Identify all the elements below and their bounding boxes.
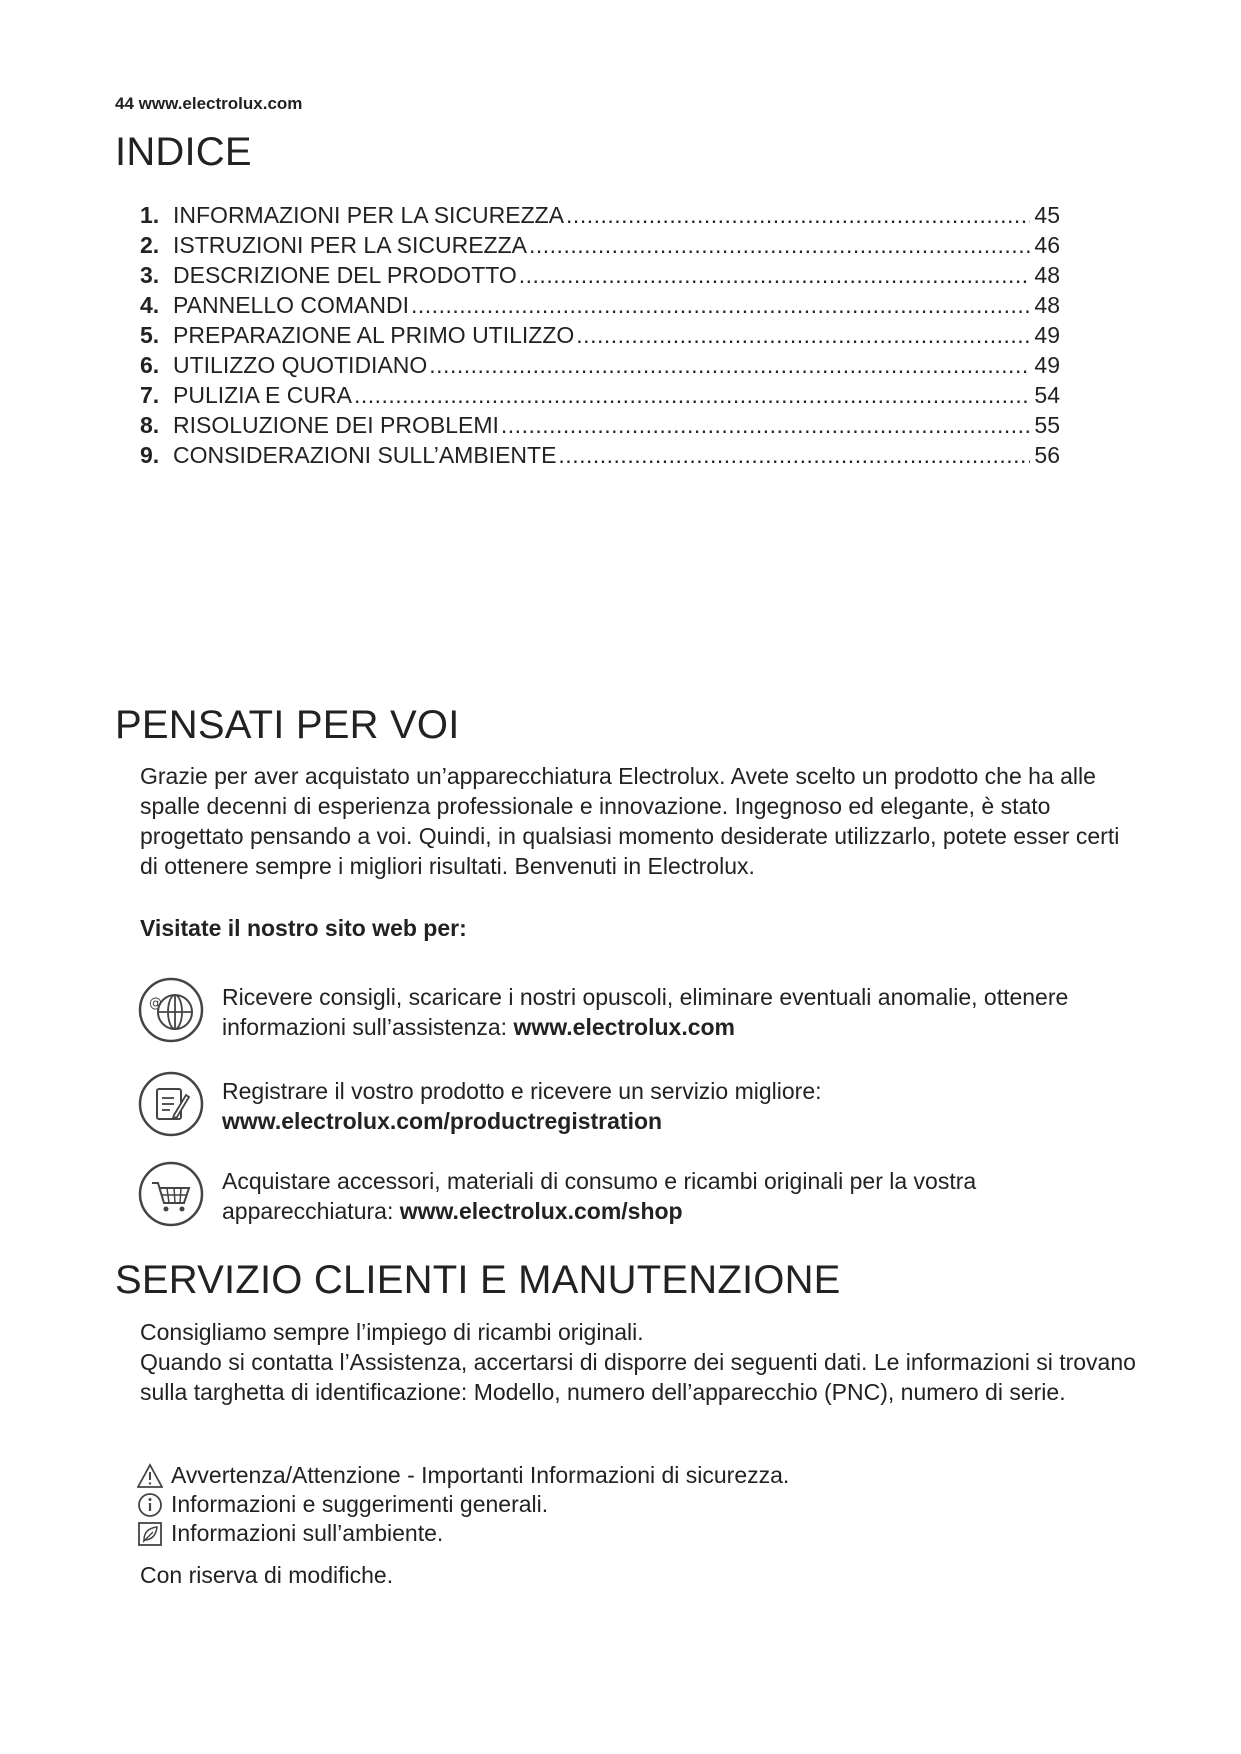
shop-link[interactable]: www.electrolux.com/shop	[399, 1198, 683, 1224]
electrolux-link[interactable]: www.electrolux.com	[513, 1014, 735, 1040]
toc-leader-dots	[411, 292, 1030, 319]
header-site: www.electrolux.com	[138, 94, 303, 113]
shop-link-text	[222, 1166, 1148, 1227]
table-of-contents	[140, 202, 1060, 472]
globe-icon	[138, 977, 204, 1043]
toc-leader-dots	[566, 202, 1030, 229]
legend-text: Informazioni sull’ambiente.	[171, 1520, 444, 1546]
legend-text: Informazioni e suggerimenti generali.	[171, 1491, 549, 1517]
toc-item-page: 49	[1034, 322, 1060, 348]
toc-leader-dots	[354, 382, 1030, 409]
toc-item-page: 56	[1034, 442, 1060, 468]
toc-item-number: 6.	[140, 352, 160, 378]
toc-item[interactable]	[140, 412, 1060, 442]
toc-item-number: 9.	[140, 442, 160, 468]
info-icon	[137, 1492, 163, 1518]
toc-item-number: 8.	[140, 412, 160, 438]
service-line-1: Consigliamo sempre l’impiego di ricambi originali.	[140, 1319, 644, 1345]
toc-item-number: 1.	[140, 202, 160, 228]
page-header	[115, 94, 302, 114]
toc-item-page: 48	[1034, 262, 1060, 288]
toc-leader-dots	[519, 262, 1030, 289]
toc-item-page: 54	[1034, 382, 1060, 408]
service-paragraph	[140, 1317, 1140, 1407]
legend-item	[137, 1490, 789, 1519]
toc-item-page: 49	[1034, 352, 1060, 378]
visit-website-heading: Visitate il nostro sito web per:	[140, 915, 467, 941]
registration-link-text	[222, 1076, 822, 1137]
toc-leader-dots	[576, 322, 1030, 349]
toc-item-number: 5.	[140, 322, 160, 348]
toc-item-label: UTILIZZO QUOTIDIANO	[173, 352, 428, 378]
toc-item-number: 3.	[140, 262, 160, 288]
product-registration-link[interactable]: www.electrolux.com/productregistration	[222, 1108, 663, 1134]
toc-item-page: 45	[1034, 202, 1060, 228]
reserve-note: Con riserva di modifiche.	[140, 1562, 394, 1588]
website-link-text	[222, 982, 1148, 1043]
toc-item-label: INFORMAZIONI PER LA SICUREZZA	[173, 202, 565, 228]
environment-icon	[137, 1521, 163, 1547]
toc-item-page: 55	[1034, 412, 1060, 438]
toc-item-page: 46	[1034, 232, 1060, 258]
toc-item[interactable]	[140, 322, 1060, 352]
toc-item[interactable]	[140, 382, 1060, 412]
legend-text: Avvertenza/Attenzione - Importanti Informazioni di sicurezza.	[171, 1462, 790, 1488]
toc-leader-dots	[558, 442, 1030, 469]
toc-item-label: PULIZIA E CURA	[173, 382, 352, 408]
pensati-title: PENSATI PER VOI	[115, 703, 460, 747]
toc-item-label: PREPARAZIONE AL PRIMO UTILIZZO	[173, 322, 575, 348]
toc-item[interactable]	[140, 442, 1060, 472]
link-description: Registrare il vostro prodotto e ricevere un servizio migliore:	[222, 1078, 822, 1104]
website-link-row	[138, 977, 1148, 1043]
toc-item[interactable]	[140, 232, 1060, 262]
toc-item-label: RISOLUZIONE DEI PROBLEMI	[173, 412, 499, 438]
toc-item-number: 2.	[140, 232, 160, 258]
toc-item-page: 48	[1034, 292, 1060, 318]
registration-link-row	[138, 1071, 1148, 1137]
legend-item	[137, 1461, 789, 1490]
page-number: 44	[115, 94, 134, 113]
toc-item-label: DESCRIZIONE DEL PRODOTTO	[173, 262, 517, 288]
legend-item	[137, 1519, 789, 1548]
svg-text:@: @	[149, 996, 162, 1011]
toc-item-label: CONSIDERAZIONI SULL’AMBIENTE	[173, 442, 557, 468]
symbol-legend	[137, 1461, 789, 1548]
toc-item[interactable]	[140, 352, 1060, 382]
toc-item[interactable]	[140, 262, 1060, 292]
toc-item-number: 7.	[140, 382, 160, 408]
intro-paragraph: Grazie per aver acquistato un’apparecchiatura Electrolux. Avete scelto un prodotto che ha alle spalle decenni di esperienza professionale e innovazione. Ingegnoso ed elegante, è stato progettato pensando a voi. Quindi, in qualsiasi momento desiderate utilizzarlo, potete esser certi di ottenere sempre i migliori risultati. Benvenuti in Electrolux.	[140, 763, 1120, 879]
warning-icon	[137, 1463, 163, 1489]
toc-item-label: PANNELLO COMANDI	[173, 292, 410, 318]
link-description: Acquistare accessori, materiali di consumo e ricambi originali per la vostra apparecchiatura:	[222, 1168, 977, 1224]
indice-title: INDICE	[115, 130, 252, 174]
link-description: Ricevere consigli, scaricare i nostri opuscoli, eliminare eventuali anomalie, ottenere informazioni sull’assistenza:	[222, 984, 1069, 1040]
toc-leader-dots	[529, 232, 1030, 259]
toc-item-label: ISTRUZIONI PER LA SICUREZZA	[173, 232, 527, 258]
servizio-title: SERVIZIO CLIENTI E MANUTENZIONE	[115, 1258, 841, 1302]
toc-item[interactable]	[140, 292, 1060, 322]
toc-item[interactable]	[140, 202, 1060, 232]
service-line-2: Quando si contatta l’Assistenza, accertarsi di disporre dei seguenti dati. Le informazioni si trovano sulla targhetta di identificazione: Modello, numero dell’apparecchio (PNC), numero di serie.	[140, 1349, 1136, 1405]
cart-icon	[138, 1161, 204, 1227]
shop-link-row	[138, 1161, 1148, 1227]
registration-icon	[138, 1071, 204, 1137]
toc-leader-dots	[429, 352, 1030, 379]
toc-item-number: 4.	[140, 292, 160, 318]
toc-leader-dots	[501, 412, 1030, 439]
